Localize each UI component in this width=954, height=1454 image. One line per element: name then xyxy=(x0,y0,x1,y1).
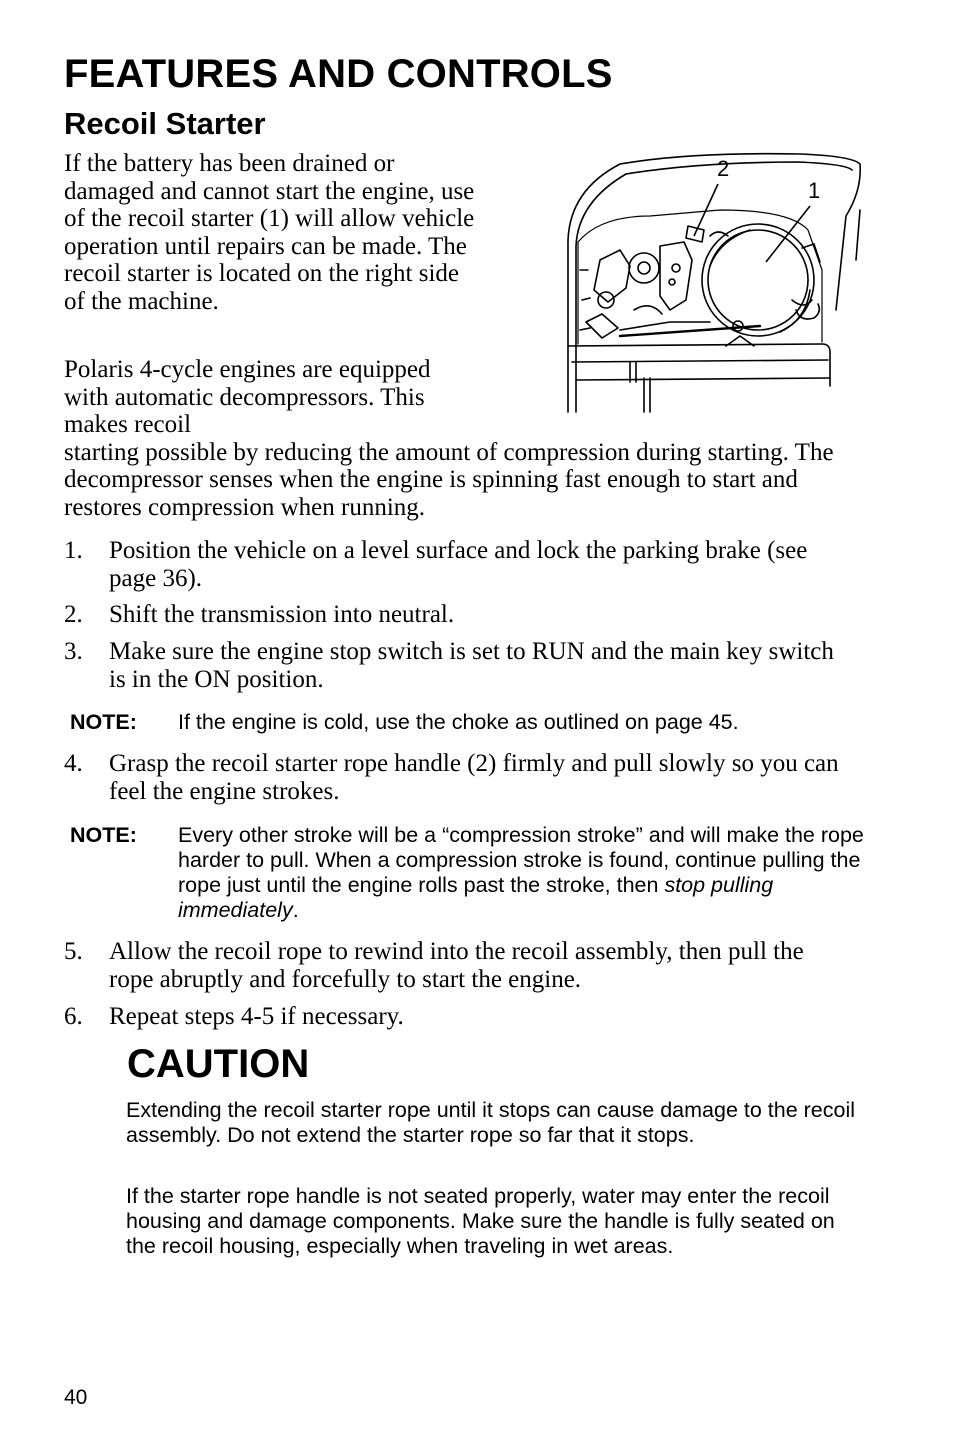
step-number: 1. xyxy=(64,537,83,564)
section-title: FEATURES AND CONTROLS xyxy=(64,52,613,96)
intro-paragraph: If the battery has been drained or damaged and cannot start the engine, use of the recoil starter (1) will allow vehicle operation until repairs can be made. The recoil starter is located on the right side of the machine. xyxy=(64,150,475,315)
note-emphasis: stop pulling immediately xyxy=(178,873,774,922)
step-2 xyxy=(64,601,854,629)
step-text: Make sure the engine stop switch is set to RUN and the main key switch is in the ON position. xyxy=(109,638,834,693)
step-number: 3. xyxy=(64,638,83,665)
subsection-title: Recoil Starter xyxy=(64,106,266,141)
step-5 xyxy=(64,938,854,993)
step-text: Repeat steps 4-5 if necessary. xyxy=(109,1003,404,1030)
note-choke xyxy=(70,710,870,735)
callout-2-leader xyxy=(694,184,718,236)
step-number: 4. xyxy=(64,750,83,777)
note-text: If the engine is cold, use the choke as outlined on page 45. xyxy=(178,710,739,734)
note-text-end: . xyxy=(292,898,299,922)
callout-1-leader xyxy=(766,206,810,262)
step-text: Grasp the recoil starter rope handle (2) firmly and pull slowly so you can feel the engine strokes. xyxy=(109,750,839,805)
decompressor-paragraph-text: Polaris 4-cycle engines are equipped with automatic decompressors. This makes recoil xyxy=(64,356,431,439)
step-6 xyxy=(64,1003,854,1031)
note-text-main: Every other stroke will be a “compression stroke” and will make the rope harder to pull. When a compression stroke is found, continue pulling the rope just until the engine rolls past the stroke, then xyxy=(178,823,864,897)
note-label: NOTE: xyxy=(70,823,137,847)
step-text: Allow the recoil rope to rewind into the recoil assembly, then pull the rope abruptly and forcefully to start the engine. xyxy=(109,938,804,993)
step-number: 5. xyxy=(64,938,83,965)
note-text xyxy=(178,823,870,923)
decompressor-paragraph xyxy=(64,356,834,522)
caution-paragraph: Extending the recoil starter rope until it stops can cause damage to the recoil assembly. Do not extend the starter rope so far that it stops. xyxy=(126,1098,856,1147)
caution-title: CAUTION xyxy=(127,1042,310,1086)
callout-2: 2 xyxy=(717,156,730,181)
step-3 xyxy=(64,638,854,693)
step-text: Position the vehicle on a level surface and lock the parking brake (see page 36). xyxy=(109,537,808,592)
step-text: Shift the transmission into neutral. xyxy=(109,601,455,628)
callout-1: 1 xyxy=(808,178,821,203)
step-number: 6. xyxy=(64,1003,83,1030)
caution-paragraph: If the starter rope handle is not seated properly, water may enter the recoil housing and damage components. Make sure the handle is fully seated on the recoil housing, especially when traveling in wet areas. xyxy=(126,1184,835,1258)
step-1 xyxy=(64,537,854,592)
decompressor-paragraph-continuation: starting possible by reducing the amount of compression during starting. The decompressor senses when the engine is spinning fast enough to start and restores compression when running. xyxy=(64,438,834,521)
step-4 xyxy=(64,750,854,805)
note-label: NOTE: xyxy=(70,710,137,734)
note-compression xyxy=(70,823,870,923)
page-number: 40 xyxy=(64,1386,88,1409)
step-number: 2. xyxy=(64,601,83,628)
